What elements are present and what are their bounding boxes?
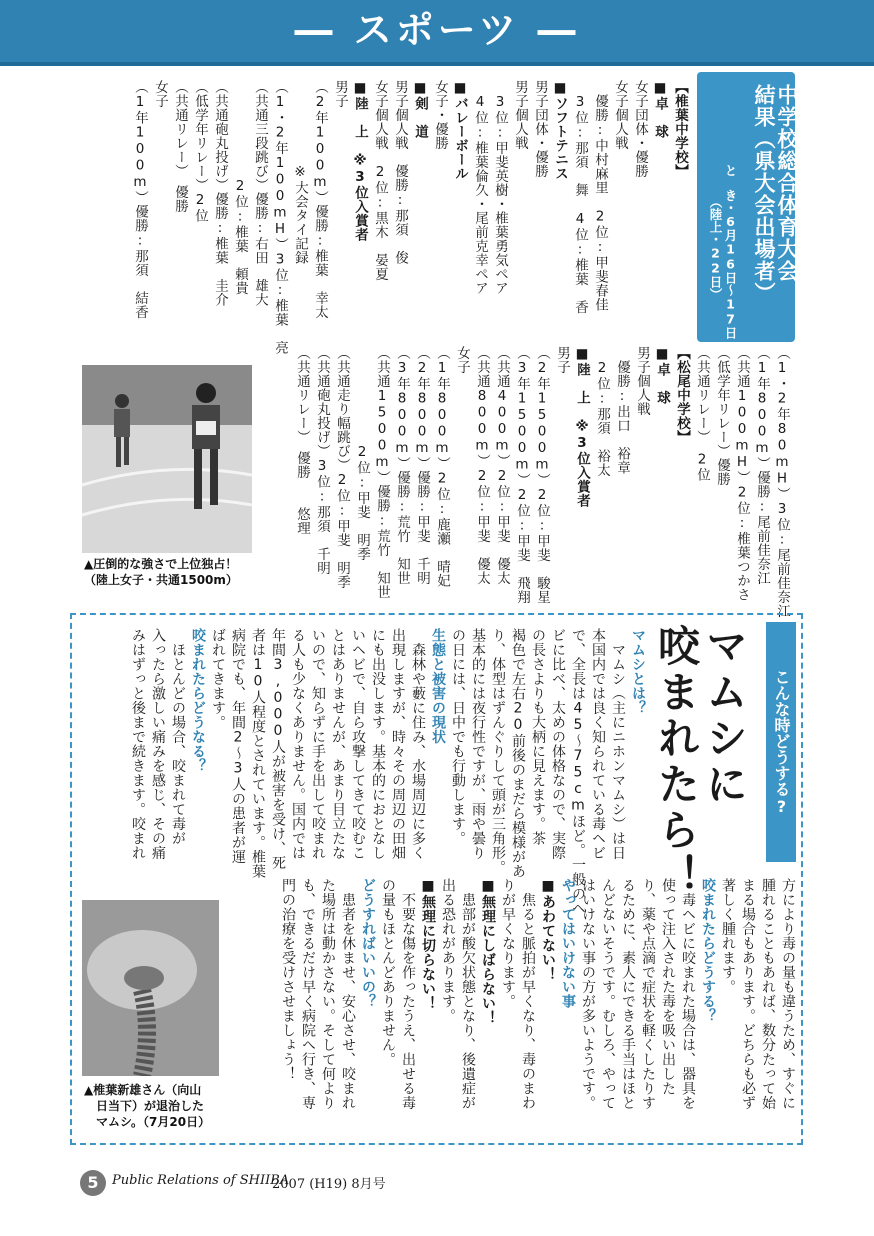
shiiba-line: 男子個人戦 優勝:那須 俊 <box>392 80 408 265</box>
col1-line: 咬まれたらどうなる？ <box>190 628 206 773</box>
shiiba-line: 3位:甲斐英樹・椎葉勇気ペア <box>492 80 508 295</box>
matsuo-line: （1・2年80mH）3位:尾前佳奈江 <box>774 346 790 618</box>
shiiba-line: 女子個人戦 2位:黒木 晏夏 <box>372 80 388 281</box>
col2-line: も、できるだけ早く病院へ行き、専 <box>300 878 316 1110</box>
col2-line: 著しく腫れます。 <box>720 878 736 994</box>
col2-line: どうすればいいの？ <box>360 878 376 1009</box>
col1-line: の日には、日中でも行動します。 <box>450 628 466 846</box>
shiiba-line: 女子 <box>152 80 168 108</box>
matsuo-line: ■卓 球 <box>654 346 670 405</box>
col1-line: みはずっと後まで続きます。咬まれ <box>130 628 146 860</box>
col1-line: マムシとは？ <box>630 628 646 715</box>
tournament-title: 第58回 東白杵地区 中学校総合体育大会 結果（県大会出場者） <box>752 84 822 310</box>
matsuo-line: （1年800m）2位:鹿瀬 晴妃 <box>434 346 450 588</box>
matsuo-line: 2位:那須 裕太 <box>594 346 610 477</box>
publication-name: Public Relations of SHIIBA <box>112 1173 290 1188</box>
col2-line: 患者を休ませ、安心させ、咬まれ <box>340 878 356 1110</box>
col1-line: の長さよりも大柄に見えます。茶 <box>530 628 546 846</box>
col2-line: 腫れることもあれば、数分たって始 <box>760 878 776 1110</box>
col2-line: まる場合もあります。どちらも必ず <box>740 878 756 1110</box>
matsuo-line: （3年1500m）2位:甲斐 飛翔 <box>514 346 530 604</box>
col2-line: の量もほとんどありません。 <box>380 878 396 1067</box>
col2-line: ■無理にしばらない！ <box>480 878 496 1025</box>
shiiba-line: （低学年リレー）2位 <box>192 80 208 223</box>
col2-line: 焦ると脈拍が早くなり、毒のまわ <box>520 878 536 1110</box>
issue-label: 2007 (H19) 8月号 <box>272 1177 386 1192</box>
col2-line: はいけない事の方が多いようです。 <box>580 878 596 1110</box>
shiiba-line: 3位:那須 舞 4位:椎葉 香 <box>572 80 588 314</box>
matsuo-line: （共通400m）2位:甲斐 優太 <box>494 346 510 585</box>
shiiba-line: ■バレーボール <box>452 80 468 181</box>
shiiba-line: （2年100m）優勝:椎葉 幸太 <box>312 80 328 319</box>
shiiba-line: ■卓 球 <box>652 80 668 139</box>
shiiba-line: 女子・優勝 <box>432 80 448 150</box>
col1-line: で、全長は45～75cmほど。一般のヘ <box>570 628 586 916</box>
shiiba-line: 【椎葉中学校】 <box>672 80 688 178</box>
col1-line: とはありませんが、あまり目立たな <box>330 628 346 860</box>
col1-line: ビに比べ、太めの体格なので、実際 <box>550 628 566 860</box>
col1-line: ばれてきます。 <box>210 628 226 730</box>
col2-line: ■あわてない！ <box>540 878 556 982</box>
shiiba-line: ■剣 道 <box>412 80 428 139</box>
shiiba-line: 男子個人戦 <box>512 80 528 150</box>
col1-line: いヘビで、自ら攻撃してきて咬むこ <box>350 628 366 860</box>
col2-line: 不要な傷を作ったうえ、出せる毒 <box>400 878 416 1110</box>
col1-line: 生態と被害の現状 <box>430 628 446 744</box>
col1-line: にも出没します。基本的におとなし <box>370 628 386 860</box>
matsuo-line: （2年800m）優勝:甲斐 千明 <box>414 346 430 585</box>
matsuo-line: （3年800m）優勝:荒竹 知世 <box>394 346 410 585</box>
shiiba-line: 女子個人戦 <box>612 80 628 150</box>
col1-line: 出現しますが、時々その周辺の田畑 <box>390 628 406 860</box>
matsuo-line: （共通800m）2位:甲斐 優太 <box>474 346 490 585</box>
col2-line: 患部が酸欠状態となり、後遺症が <box>460 878 476 1110</box>
col2-line: た場所は動かさない。そして何より <box>320 878 336 1110</box>
matsuo-line: ■陸 上 ※3位入賞者 <box>574 346 590 508</box>
tournament-dates: と き・6月16日～17日 （陸上・22日） <box>708 164 738 339</box>
col1-line: 森林や藪に住み、水場周辺に多く <box>410 628 426 860</box>
matsuo-results <box>262 346 792 618</box>
col2-line: ■無理に切らない！ <box>420 878 436 1011</box>
page-number: 5 <box>80 1170 106 1196</box>
col1-line: り、体型はずんぐりして頭が三角形。 <box>490 628 506 875</box>
matsuo-line: （低学年リレー）優勝 <box>714 346 730 486</box>
col1-line: マムシ（主にニホンマムシ）は日 <box>610 628 626 860</box>
shiiba-line: （共通砲丸投げ）優勝:椎葉 圭介 <box>212 80 228 307</box>
col1-line: 年間3,000人が被害を受け、死 <box>270 628 286 870</box>
shiiba-line: 優勝:中村麻里 2位:甲斐春佳 <box>592 80 608 312</box>
col2-line: 出る恐れがあります。 <box>440 878 456 1023</box>
shiiba-line: 4位:椎葉倫久・尾前克幸ペア <box>472 80 488 295</box>
shiiba-line: 男子団体・優勝 <box>532 80 548 178</box>
matsuo-line: （共通1500m）優勝:荒竹 知世 <box>374 346 390 599</box>
matsuo-line: （共通リレー） 2位 <box>694 346 710 482</box>
matsuo-line: （共通走り幅跳び）2位:甲斐 明季 <box>334 346 350 589</box>
col1-line: 病院でも、年間2～3人の患者が運 <box>230 628 246 864</box>
shiiba-line: 2位:椎葉 頼貴 <box>232 80 248 295</box>
col2-line: 毒ヘビに咬まれた場合は、器具を <box>680 878 696 1110</box>
col2-line: り、薬や点滴で症状を軽くしたりす <box>640 878 656 1110</box>
shiiba-line: ■陸 上 ※3位入賞者 <box>352 80 368 242</box>
shiiba-line: （1年100m）優勝:那須 結香 <box>132 80 148 319</box>
snake-photo <box>82 900 219 1076</box>
col1-line: いので、知らずに手を出して咬まれ <box>310 628 326 860</box>
matsuo-line: （2年1500m）2位:甲斐 駿星 <box>534 346 550 604</box>
matsuo-line: 女子 <box>454 346 470 374</box>
col1-line: 者は10人程度とされています。椎葉 <box>250 628 266 879</box>
shiiba-line: ※大会タイ記録 <box>292 80 308 265</box>
col1-line: 入ったら激しい痛みを感じ、その痛 <box>150 628 166 860</box>
shiiba-line: 女子団体・優勝 <box>632 80 648 178</box>
matsuo-line: 男子個人戦 <box>634 346 650 416</box>
runners-photo-caption: ▲圧倒的な強さで上位独占！ （陸上女子・共通1500m） <box>84 557 238 587</box>
article-column-1 <box>130 628 648 916</box>
col2-line: るために、素人にできる手当はほと <box>620 878 636 1110</box>
shiiba-line: （共通リレー） 優勝 <box>172 80 188 214</box>
matsuo-line: 男子 <box>554 346 570 374</box>
col1-line: 褐色で左右20前後のまだら模様があ <box>510 628 526 879</box>
runners-image <box>82 365 252 553</box>
snake-photo-caption: ▲椎葉新雄さん（向山 日当下）が退治した マムシ。（7月20日） <box>84 1083 211 1129</box>
col2-line: んどないそうです。むしろ、やって <box>600 878 616 1110</box>
article-title: マムシに 咬まれたら！ <box>652 624 749 900</box>
col2-line: 方により毒の量も違うため、すぐに <box>780 878 796 1110</box>
matsuo-line: （共通リレー） 優勝 悠理 <box>294 346 310 536</box>
shiiba-line: （1・2年100mH）3位:椎葉 亮 <box>272 80 288 355</box>
matsuo-line: （共通砲丸投げ）3位:那須 千明 <box>314 346 330 575</box>
col1-line: 基本的には夜行性ですが、雨や曇り <box>470 628 486 860</box>
section-title: ― スポーツ ― <box>294 8 580 52</box>
col1-line: ほとんどの場合、咬まれて毒が <box>170 628 186 846</box>
matsuo-line: 2位:甲斐 明季 <box>354 346 370 561</box>
shiiba-line: ■ソフトテニス <box>552 80 568 181</box>
col2-line: 門の治療を受けさせましょう！ <box>280 878 296 1081</box>
col2-line: やってはいけない事 <box>560 878 576 1009</box>
shiiba-line: （共通三段跳び）優勝:右田 雄大 <box>252 80 268 307</box>
shiiba-results <box>82 80 690 360</box>
col2-line: 咬まれたらどうする？ <box>700 878 716 1023</box>
runners-photo <box>82 365 252 553</box>
matsuo-line: （共通100mH）2位:椎葉つかさ <box>734 346 750 602</box>
article-column-2 <box>228 878 798 1138</box>
col1-line: る人も少なくありません。国内では <box>290 628 306 860</box>
snake-image <box>82 900 219 1076</box>
article-tag: こんな時どうする? <box>766 622 796 862</box>
matsuo-line: 【松尾中学校】 <box>674 346 690 444</box>
shiiba-line: 男子 <box>332 80 348 108</box>
matsuo-line: （1年800m）優勝:尾前佳奈江 <box>754 346 770 585</box>
col1-line: 本国内では良く知られている毒ヘビ <box>590 628 606 860</box>
col2-line: 使って注入された毒を吸い出した <box>660 878 676 1096</box>
matsuo-line: 優勝:出口 裕章 <box>614 346 630 475</box>
col2-line: りが早くなります。 <box>500 878 516 1009</box>
